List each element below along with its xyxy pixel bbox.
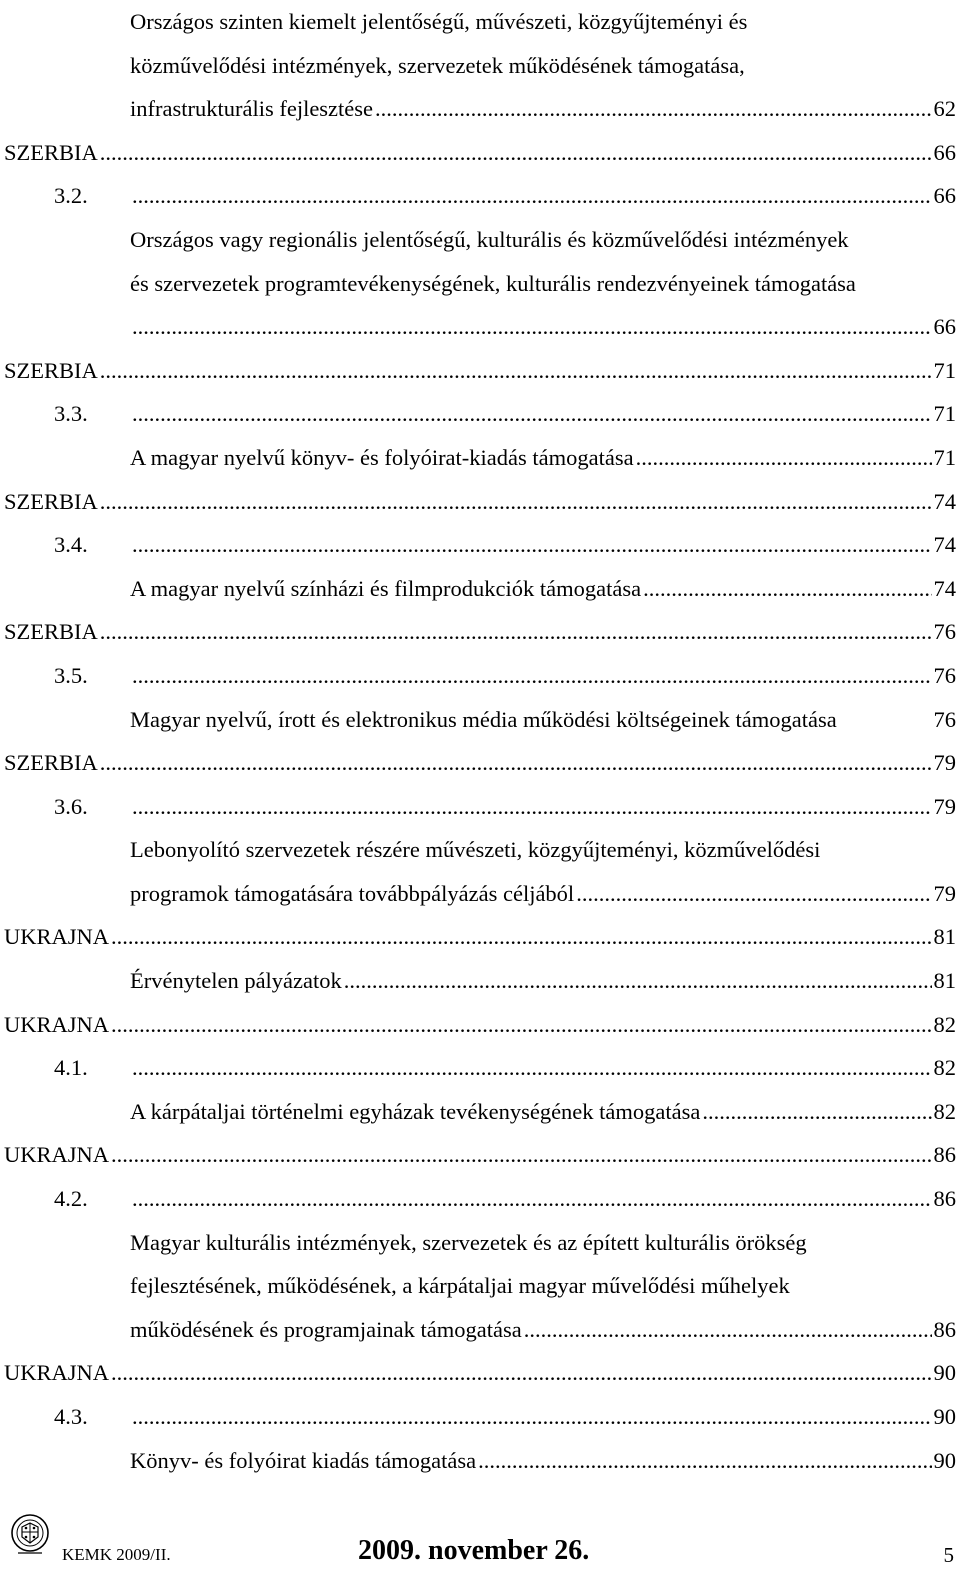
- toc-entry[interactable]: [0, 1395, 960, 1439]
- toc-page-number: 90: [933, 1360, 956, 1386]
- toc-dot-leader: [100, 131, 932, 175]
- toc-section-number: 3.2.: [54, 183, 88, 209]
- toc-page-number: 90: [933, 1447, 956, 1473]
- toc-dot-leader: [132, 654, 932, 698]
- toc-dot-leader: [111, 1133, 931, 1177]
- toc-entry-title: UKRAJNA: [4, 1011, 110, 1037]
- toc-dot-leader: [100, 349, 932, 393]
- toc-entry-title: UKRAJNA: [4, 1360, 110, 1386]
- toc-page-number: 62: [933, 96, 956, 122]
- toc-entry[interactable]: [0, 1439, 960, 1483]
- toc-section-number: 3.3.: [54, 401, 88, 427]
- toc-entry[interactable]: [0, 0, 960, 44]
- toc-dot-leader: [132, 523, 932, 567]
- toc-entry-title: UKRAJNA: [4, 1142, 110, 1168]
- toc-section-number: 3.6.: [54, 793, 88, 819]
- toc-entry-title: SZERBIA: [4, 357, 98, 383]
- toc-dot-leader: [100, 741, 932, 785]
- toc-dot-leader: [132, 392, 932, 436]
- toc-page-number: 79: [933, 793, 956, 819]
- toc-entry[interactable]: [0, 698, 960, 742]
- toc-page-number: 81: [933, 924, 956, 950]
- toc-entry-title: Országos szinten kiemelt jelentőségű, művészeti, közgyűjteményi és: [130, 9, 748, 34]
- toc-entry[interactable]: [0, 174, 960, 218]
- page-number: 5: [943, 1543, 954, 1567]
- toc-page-number: 74: [933, 488, 956, 514]
- toc-entry[interactable]: [0, 218, 960, 262]
- toc-entry-title: Magyar nyelvű, írott és elektronikus média működési költségeinek támogatása: [130, 706, 837, 732]
- toc-page-number: 74: [933, 532, 956, 558]
- toc-entry[interactable]: [0, 1003, 960, 1047]
- toc-entry[interactable]: [0, 480, 960, 524]
- toc-dot-leader: [132, 174, 932, 218]
- toc-page-number: 90: [933, 1404, 956, 1429]
- toc-dot-leader: [111, 1351, 931, 1395]
- toc-entry-title: SZERBIA: [4, 619, 98, 645]
- toc-section-number: 3.5.: [54, 662, 88, 688]
- toc-dot-leader: [132, 1395, 932, 1439]
- toc-page-number: 82: [933, 1055, 956, 1081]
- toc-entry[interactable]: [0, 1351, 960, 1395]
- toc-entry[interactable]: [0, 915, 960, 959]
- toc-dot-leader: [132, 305, 932, 349]
- toc-entry-title: SZERBIA: [4, 750, 98, 776]
- toc-entry-title: közművelődési intézmények, szervezetek működésének támogatása,: [130, 52, 745, 78]
- toc-section-number: 4.3.: [54, 1404, 88, 1429]
- toc-entry[interactable]: [0, 392, 960, 436]
- toc-entry[interactable]: [0, 262, 960, 306]
- toc-section-number: 3.4.: [54, 532, 88, 558]
- toc-entry-title: A kárpátaljai történelmi egyházak tevékenységének támogatása: [130, 1098, 701, 1124]
- toc-entry[interactable]: [0, 828, 960, 872]
- toc-page-number: 66: [933, 139, 956, 165]
- toc-entry[interactable]: [0, 1221, 960, 1265]
- toc-entry-title: programok támogatására továbbpályázás céljából: [130, 880, 575, 906]
- toc-entry[interactable]: [0, 654, 960, 698]
- toc-dot-leader: [702, 1090, 931, 1134]
- toc-entry-title: A magyar nyelvű színházi és filmprodukciók támogatása: [130, 575, 642, 601]
- toc-dot-leader: [111, 1003, 931, 1047]
- toc-entry[interactable]: [0, 1046, 960, 1090]
- toc-page-number: 82: [933, 1011, 956, 1037]
- toc-entry-title: Országos vagy regionális jelentőségű, kulturális és közművelődési intézmények: [130, 226, 849, 252]
- toc-entry[interactable]: [0, 1308, 960, 1352]
- toc-page-number: 76: [933, 619, 956, 645]
- toc-section-number: 4.2.: [54, 1186, 88, 1212]
- toc-entry[interactable]: [0, 785, 960, 829]
- toc-dot-leader: [111, 915, 931, 959]
- toc-entry[interactable]: [0, 44, 960, 88]
- toc-entry[interactable]: [0, 436, 960, 480]
- toc-entry[interactable]: [0, 349, 960, 393]
- toc-dot-leader: [132, 1177, 932, 1221]
- toc-page-number: 81: [933, 968, 956, 994]
- toc-entry[interactable]: [0, 872, 960, 916]
- toc-page-number: 82: [933, 1098, 956, 1124]
- toc-entry[interactable]: [0, 1090, 960, 1134]
- toc-page-number: 76: [933, 662, 956, 688]
- toc-page-number: 86: [933, 1186, 956, 1212]
- toc-page-number: 71: [933, 444, 956, 470]
- toc-entry-title: SZERBIA: [4, 139, 98, 165]
- toc-entry[interactable]: [0, 959, 960, 1003]
- toc-entry[interactable]: [0, 87, 960, 131]
- toc-dot-leader: [132, 1046, 932, 1090]
- toc-entry[interactable]: [0, 1264, 960, 1308]
- toc-dot-leader: [132, 785, 932, 829]
- toc-dot-leader: [524, 1308, 932, 1352]
- toc-page-number: 79: [933, 750, 956, 776]
- toc-entry-title: Magyar kulturális intézmények, szervezetek és az épített kulturális örökség: [130, 1229, 807, 1255]
- toc-page-number: 74: [933, 575, 956, 601]
- toc-entry-title: A magyar nyelvű könyv- és folyóirat-kiadás támogatása: [130, 444, 634, 470]
- seal-logo-icon: [10, 1511, 50, 1559]
- toc-entry-title: infrastrukturális fejlesztése: [130, 96, 374, 122]
- toc-entry-title: fejlesztésének, működésének, a kárpátaljai magyar művelődési műhelyek: [130, 1273, 790, 1299]
- toc-entry-title: Könyv- és folyóirat kiadás támogatása: [130, 1447, 477, 1473]
- toc-entry[interactable]: [0, 1133, 960, 1177]
- toc-entry-title: Lebonyolító szervezetek részére művészeti, közgyűjteményi, közművelődési: [130, 837, 821, 863]
- toc-page-number: 86: [933, 1142, 956, 1168]
- toc-page-number: 79: [933, 880, 956, 906]
- toc-entry-title: és szervezetek programtevékenységének, kulturális rendezvényeinek támogatása: [130, 270, 856, 296]
- toc-dot-leader: [375, 87, 931, 131]
- toc-page-number: 71: [933, 357, 956, 383]
- toc-page-number: 71: [933, 401, 956, 427]
- footer-document-id: KEMK 2009/II.: [62, 1545, 171, 1564]
- toc-entry-title: működésének és programjainak támogatása: [130, 1316, 522, 1342]
- toc-page-number: 66: [933, 183, 956, 209]
- toc-entry[interactable]: [0, 1177, 960, 1221]
- toc-dot-leader: [478, 1439, 931, 1483]
- toc-dot-leader: [100, 610, 932, 654]
- toc-entry[interactable]: [0, 131, 960, 175]
- toc-dot-leader: [576, 872, 931, 916]
- toc-dot-leader: [636, 436, 932, 480]
- toc-dot-leader: [100, 480, 932, 524]
- toc-entry-title: UKRAJNA: [4, 924, 110, 950]
- toc-entry-title: SZERBIA: [4, 488, 98, 514]
- footer-date: 2009. november 26.: [358, 1535, 590, 1566]
- toc-entry[interactable]: [0, 523, 960, 567]
- page-footer: [0, 1505, 960, 1572]
- toc-section-number: 4.1.: [54, 1055, 88, 1081]
- toc-entry[interactable]: [0, 610, 960, 654]
- toc-entry[interactable]: [0, 567, 960, 611]
- toc-entry[interactable]: [0, 305, 960, 349]
- toc-page-number: 66: [933, 314, 956, 340]
- toc-page-number: 86: [933, 1316, 956, 1342]
- toc-page-number: 76: [933, 706, 956, 732]
- toc-dot-leader: [643, 567, 931, 611]
- toc-entry[interactable]: [0, 741, 960, 785]
- toc-entry-title: Érvénytelen pályázatok: [130, 968, 342, 994]
- toc-dot-leader: [344, 959, 932, 1003]
